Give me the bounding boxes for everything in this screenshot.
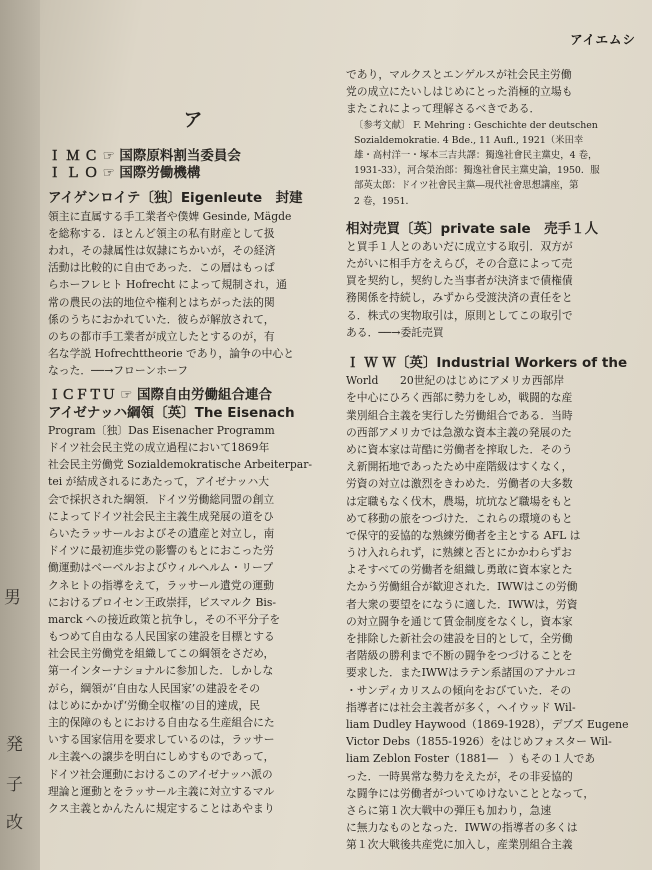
entry-line: 者階級の勝利まで不断の闘争をつづけることを <box>346 649 573 663</box>
entry-line <box>48 817 338 834</box>
entry-line: Victor Debs（1855-1926）をはじめフォスター Wil- <box>346 735 612 749</box>
entry-line: marck への接近政策と抗争し，その不平分子を <box>48 612 281 626</box>
reference-line: 〔参考文献〕 F. Mehring : Geschichte der deutschen <box>354 119 598 131</box>
entry-line: Ｉ Ｌ Ｏ ☞ 国際労働機構 <box>48 165 201 182</box>
entry-line: liam Zeblon Foster（1881― ）もその１人であ <box>346 752 596 766</box>
reference-line: 部英太郎：ドイツ社會民主黨―現代社會思想講座，第 <box>354 180 579 192</box>
entry-line: った．一時異常な勢力をえたが，その非妥協的 <box>346 769 573 783</box>
entry-line: を排除した新社会の建設を目的として，全労働 <box>346 632 573 645</box>
margin-char: 子 <box>6 775 23 795</box>
entry-line: 社会民主労働党を組織してこの綱領をさだめ， <box>48 647 275 661</box>
entry-line: さらに第１次大戦中の弾圧も加わり，急速 <box>346 803 552 817</box>
entry-eigenleute <box>48 190 338 379</box>
entry-eisenach <box>48 387 338 851</box>
reference-line: 1931-33），河合榮治郎：獨逸社會民主黨史論，1950．服 <box>354 165 600 177</box>
entry-line <box>48 834 338 851</box>
entry-line: ル主義への譲歩を明白にしめすものであって， <box>48 750 275 764</box>
margin-char: 男 <box>4 588 21 608</box>
entry-line: またこれによって理解さるべきである． <box>346 102 541 116</box>
entry-line: 第１次大戦後共産党に加入し，産業別組合主義 <box>346 838 573 852</box>
entry-line: ＩＣＦＴＵ ☞ 国際自由労働組合連合 <box>48 387 273 404</box>
entry-line: の西部アメリカでは急激な資本主義の発展のた <box>346 425 572 439</box>
entry-line: なった．──→フローンホーフ <box>48 364 189 378</box>
reference-line: Sozialdemokratie. 4 Bde., 11 Aufl., 1921（米田幸 <box>354 134 584 146</box>
entry-line: 係のうちにおかれていた．彼らが解放されて， <box>48 312 275 326</box>
entry-line: を総称する．ほとんど領主の私有財産として扱 <box>48 226 275 240</box>
entry-line: 常の農民の法的地位や権利とはちがった法的関 <box>48 295 275 309</box>
entry-line: 党の成立にたいしはじめにとった消極的立場も <box>346 85 573 99</box>
entry-headword: Ｉ Ｗ Ｗ〔英〕Industrial Workers of the <box>346 355 628 371</box>
reference-line: 2 卷，1951． <box>354 195 415 207</box>
entry-line: ドイツ社会民主党の成立過程において1869年 <box>48 441 270 454</box>
entry-line: 買を契約し，契約した当事者が決済まで債権債 <box>346 274 573 288</box>
entry-line: World 20世紀のはじめにアメリカ西部岸 <box>346 374 565 388</box>
entry-line: いする国家信用を要求しているのは，ラッサー <box>48 733 275 747</box>
entry-line: のちの都市手工業者が成立したとするのが，有 <box>48 329 275 343</box>
entry-line: におけるプロイセン王政崇拝，ビスマルク Bis- <box>48 595 277 609</box>
section-kana-heading: ア <box>183 109 203 131</box>
entry-line: 会で採択された綱領．ドイツ労働総同盟の創立 <box>48 492 275 506</box>
entry-line: と買手１人とのあいだに成立する取引．双方が <box>346 239 573 253</box>
entry-line: で保守的妥協的な熟練労働者を主とする AFL は <box>346 528 581 542</box>
entry-line: たがいに相手方をえらび，その合意によって売 <box>346 257 573 271</box>
entry-headword: アイゼナッハ綱領〔英〕The Eisenach <box>48 404 295 421</box>
left-column <box>48 60 338 852</box>
entry-line: よそすべての労働者を組織し勇敢に資本家とた <box>346 563 573 577</box>
entry-line: は定職もなく伐木，農場，坑坑など職場をもと <box>346 494 573 508</box>
entry-headword: アイゲンロイテ〔独〕Eigenleute 封建 <box>48 190 303 207</box>
entry-line: らホーフレヒト Hofrecht によって規制され，通 <box>48 278 287 292</box>
entry-line: 労資の対立は激烈をきわめた．労働者の大多数 <box>346 477 573 491</box>
entry-line: 社会民主労働党 Sozialdemokratische Arbeiterpar- <box>48 458 313 472</box>
entry-line: liam Dudley Haywood（1869-1928），デブズ Eugene <box>346 717 629 731</box>
right-column <box>346 66 630 853</box>
entry-line: 指導者には社会主義者が多く，ヘイウッド Wil- <box>346 700 576 714</box>
entry-line: ある．──→委託売買 <box>346 325 444 339</box>
entry-line: え新開拓地であったため中産階級はすくなく， <box>346 460 573 474</box>
entry-line: ドイツ社会運動におけるこのアイゼナッハ派の <box>48 767 273 781</box>
entry-line: 業別組合主義を実行した労働組合である．当時 <box>346 408 573 422</box>
continuation-paragraph <box>346 66 630 118</box>
entry-line: たかう労働組合が歓迎された．IWWはこの労働 <box>346 580 578 594</box>
entry-line: クス主義とかんたんに規定することはあやまり <box>48 801 275 815</box>
entry-line: 理論と運動とをラッサール主義に対立するマル <box>48 784 275 798</box>
entry-line: に無力なものとなった．IWWの指導者の多くは <box>346 821 578 835</box>
entry-line: 領主に直属する手工業者や僕婢 Gesinde, Mägde <box>48 209 292 223</box>
entry-line: 者大衆の要望をになうに適した．IWWは，労資 <box>346 597 578 611</box>
entry-line: によってドイツ社会民主主義生成発展の道をひ <box>48 509 274 523</box>
entry-line: らいたラッサールおよびその遺産と対立し，南 <box>48 526 275 540</box>
entry-line: 働運動はベーベルおよびウィルヘルム・リープ <box>48 561 274 575</box>
margin-char: 発 <box>6 735 23 755</box>
entry-line: る．株式の実物取引は，原則としてこの取引で <box>346 308 573 322</box>
entry-line: めて移動の旅をつづけた．これらの環境のもと <box>346 511 573 525</box>
entry-line: もつめて自由なる人民国家の建設を目標とする <box>48 630 275 644</box>
entry-line: 務関係を持続し，みずから受渡決済の責任をと <box>346 291 573 305</box>
entry-line: tei が結成されるにあたって，アイゼナッハ大 <box>48 475 270 489</box>
entry-line: な闘争には労働者がついてゆけないこととなって， <box>346 786 595 800</box>
entry-line: クネヒトの指導をえて，ラッサール遺党の運動 <box>48 578 274 592</box>
entry-line: であり，マルクスとエンゲルスが社会民主労働 <box>346 68 572 81</box>
entry-imc-ilo <box>48 148 338 182</box>
entry-line: を中心にひろく西部に勢力をしめ，戦闘的な産 <box>346 391 573 405</box>
entry-line: がら，綱領が‘自由な人民国家’の建設をその <box>48 681 261 695</box>
entry-line: めに資本家は苛酷に労働者を搾取した．そのう <box>346 442 573 456</box>
running-header: アイエムシ <box>570 32 636 47</box>
facing-page-edge <box>0 0 40 870</box>
entry-line: ・サンディカリスムの傾向をおびていた．その <box>346 683 572 697</box>
references <box>346 118 630 209</box>
reference-line: 雄・高村洋一・塚本三吉共譯：獨逸社會民主黨史，4 卷， <box>354 149 598 161</box>
entry-iww <box>346 355 630 853</box>
entry-private-sale <box>346 221 630 341</box>
entry-line: はじめにかかげ‘労働全収権’の目的達成，民 <box>48 698 261 712</box>
entry-line: われ，その隷属性は奴隷にちかいが，その経済 <box>48 243 276 257</box>
entry-line: 名な学説 Hofrechttheorie であり，論争の中心と <box>48 347 295 361</box>
entry-line: うけ入れられず，に熟練と否とにかかわらずお <box>346 546 572 560</box>
entry-line: 主的保障のもとにおける自由なる生産組合にた <box>48 716 275 729</box>
entry-line: 第一インターナショナルに参加した．しかしな <box>48 664 274 678</box>
entry-line: の対立闘争を通じて賃金制度をなくし，資本家 <box>346 614 573 628</box>
entry-line: 要求した．またIWWはラテン系諸国のアナルコ <box>346 666 577 680</box>
entry-line: Ｉ Ｍ Ｃ ☞ 国際原料割当委員会 <box>48 148 241 164</box>
margin-char: 改 <box>6 813 23 833</box>
entry-line: Program〔独〕Das Eisenacher Programm <box>48 423 275 437</box>
entry-line: 活動は比較的に自由であった．この層はもっぱ <box>48 261 275 275</box>
entry-line: ドイツに最初進歩党の影響のもとにおこった労 <box>48 544 274 558</box>
entry-headword: 相対売買〔英〕private sale 売手１人 <box>346 220 599 237</box>
